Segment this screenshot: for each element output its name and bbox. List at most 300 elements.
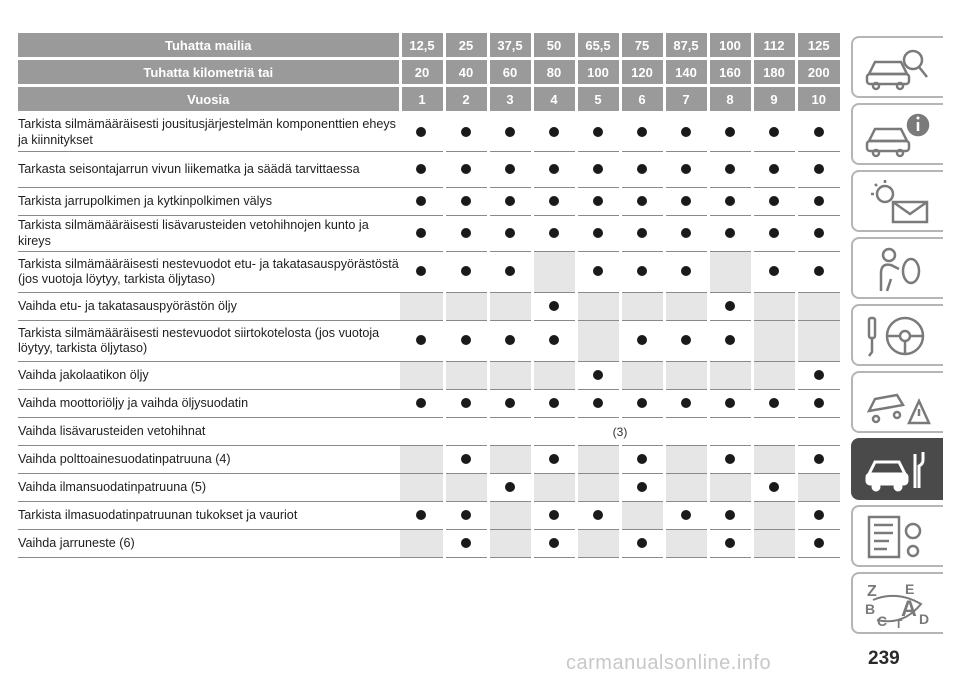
header-interval-value: 10 (796, 86, 840, 113)
header-interval-value: 50 (532, 33, 576, 59)
scheduled-dot-icon (769, 398, 779, 408)
scheduled-cell (532, 188, 576, 216)
scheduled-dot-icon (593, 127, 603, 137)
scheduled-cell (620, 152, 664, 188)
svg-text:T: T (895, 617, 903, 630)
header-interval-value: 40 (444, 59, 488, 86)
operation-label: Tarkista jarrupolkimen ja kytkinpolkimen välys (18, 188, 400, 216)
empty-cell (576, 446, 620, 474)
scheduled-dot-icon (461, 335, 471, 345)
svg-text:D: D (919, 611, 930, 627)
table-row (18, 252, 840, 293)
scheduled-cell (752, 390, 796, 418)
scheduled-cell (488, 252, 532, 293)
empty-cell (664, 362, 708, 390)
scheduled-cell (620, 321, 664, 362)
scheduled-cell (576, 152, 620, 188)
operation-label: Vaihda moottoriöljy ja vaihda öljysuodatin (18, 390, 400, 418)
svg-text:Z: Z (867, 583, 877, 600)
scheduled-cell (576, 390, 620, 418)
scheduled-cell (664, 188, 708, 216)
scheduled-dot-icon (769, 228, 779, 238)
scheduled-cell (796, 530, 840, 558)
scheduled-cell (708, 216, 752, 252)
header-interval-value: 2 (444, 86, 488, 113)
operation-label: Vaihda jarruneste (6) (18, 530, 400, 558)
empty-cell (576, 321, 620, 362)
scheduled-cell (444, 252, 488, 293)
scheduled-cell (752, 113, 796, 152)
header-interval-value: 80 (532, 59, 576, 86)
table-row (18, 390, 840, 418)
chapter-navigation (851, 36, 960, 639)
scheduled-cell (752, 474, 796, 502)
header-interval-value: 8 (708, 86, 752, 113)
empty-cell (532, 362, 576, 390)
header-interval-value: 160 (708, 59, 752, 86)
scheduled-cell (620, 113, 664, 152)
scheduled-cell (488, 188, 532, 216)
nav-tab[interactable] (851, 36, 943, 98)
scheduled-cell (620, 530, 664, 558)
scheduled-cell (576, 113, 620, 152)
scheduled-dot-icon (814, 398, 824, 408)
scheduled-dot-icon (593, 228, 603, 238)
scheduled-cell (620, 188, 664, 216)
scheduled-cell (708, 390, 752, 418)
empty-cell (708, 362, 752, 390)
scheduled-dot-icon (814, 266, 824, 276)
scheduled-cell (796, 188, 840, 216)
header-interval-value: 100 (576, 59, 620, 86)
scheduled-cell (708, 188, 752, 216)
scheduled-dot-icon (416, 398, 426, 408)
scheduled-dot-icon (637, 164, 647, 174)
scheduled-cell (532, 530, 576, 558)
scheduled-cell (532, 293, 576, 321)
scheduled-cell (444, 321, 488, 362)
scheduled-dot-icon (593, 266, 603, 276)
scheduled-cell (708, 293, 752, 321)
header-interval-value: 6 (620, 86, 664, 113)
scheduled-cell (664, 390, 708, 418)
scheduled-cell (532, 216, 576, 252)
scheduled-dot-icon (814, 228, 824, 238)
scheduled-dot-icon (549, 301, 559, 311)
scheduled-dot-icon (637, 398, 647, 408)
empty-cell (796, 293, 840, 321)
empty-cell (532, 252, 576, 293)
header-interval-value: 100 (708, 33, 752, 59)
scheduled-cell (488, 321, 532, 362)
scheduled-dot-icon (549, 127, 559, 137)
operation-label: Tarkista silmämääräisesti nestevuodot siirtokotelosta (jos vuotoja löytyy, tarkista öljytaso) (18, 321, 400, 362)
table-row (18, 418, 840, 446)
empty-cell (708, 252, 752, 293)
scheduled-dot-icon (461, 127, 471, 137)
empty-cell (664, 530, 708, 558)
scheduled-dot-icon (593, 164, 603, 174)
nav-tab[interactable] (851, 170, 943, 232)
header-interval-value: 65,5 (576, 33, 620, 59)
scheduled-dot-icon (725, 398, 735, 408)
scheduled-cell (488, 474, 532, 502)
maintenance-schedule-table (18, 33, 840, 558)
scheduled-dot-icon (461, 398, 471, 408)
nav-tab[interactable] (851, 304, 943, 366)
scheduled-dot-icon (549, 164, 559, 174)
scheduled-cell (576, 362, 620, 390)
empty-cell (488, 502, 532, 530)
header-interval-value: 87,5 (664, 33, 708, 59)
scheduled-dot-icon (505, 228, 515, 238)
header-interval-value: 37,5 (488, 33, 532, 59)
scheduled-cell (752, 216, 796, 252)
scheduled-cell (664, 252, 708, 293)
header-label: Tuhatta mailia (18, 33, 400, 59)
header-row (18, 33, 840, 59)
empty-cell (532, 474, 576, 502)
scheduled-cell (400, 216, 444, 252)
scheduled-cell (708, 446, 752, 474)
scheduled-dot-icon (769, 482, 779, 492)
scheduled-dot-icon (416, 266, 426, 276)
scheduled-dot-icon (593, 398, 603, 408)
scheduled-dot-icon (549, 454, 559, 464)
scheduled-cell (532, 390, 576, 418)
scheduled-dot-icon (461, 510, 471, 520)
operation-label: Tarkista ilmasuodatinpatruunan tukokset ja vauriot (18, 502, 400, 530)
scheduled-cell (752, 252, 796, 293)
scheduled-dot-icon (725, 301, 735, 311)
scheduled-dot-icon (461, 228, 471, 238)
scheduled-dot-icon (416, 228, 426, 238)
empty-cell (620, 502, 664, 530)
header-label: Tuhatta kilometriä tai (18, 59, 400, 86)
scheduled-dot-icon (549, 538, 559, 548)
empty-cell (752, 321, 796, 362)
scheduled-cell (400, 321, 444, 362)
scheduled-cell (796, 113, 840, 152)
scheduled-dot-icon (505, 398, 515, 408)
header-interval-value: 20 (400, 59, 444, 86)
scheduled-dot-icon (725, 538, 735, 548)
empty-cell (796, 321, 840, 362)
scheduled-dot-icon (416, 510, 426, 520)
scheduled-dot-icon (505, 266, 515, 276)
table-row (18, 113, 840, 152)
scheduled-cell (444, 446, 488, 474)
scheduled-cell (664, 502, 708, 530)
scheduled-dot-icon (461, 538, 471, 548)
svg-text:C: C (877, 613, 888, 629)
scheduled-dot-icon (814, 510, 824, 520)
scheduled-cell (796, 362, 840, 390)
header-interval-value: 120 (620, 59, 664, 86)
scheduled-dot-icon (461, 164, 471, 174)
scheduled-dot-icon (769, 266, 779, 276)
scheduled-cell (620, 252, 664, 293)
header-label: Vuosia (18, 86, 400, 113)
svg-text:B: B (865, 601, 876, 617)
scheduled-dot-icon (505, 482, 515, 492)
scheduled-dot-icon (637, 127, 647, 137)
scheduled-cell (488, 390, 532, 418)
header-row (18, 59, 840, 86)
empty-cell (400, 446, 444, 474)
scheduled-cell (708, 502, 752, 530)
scheduled-cell (708, 321, 752, 362)
scheduled-dot-icon (461, 196, 471, 206)
table-row (18, 216, 840, 252)
scheduled-cell (620, 216, 664, 252)
svg-text:A: A (901, 596, 917, 621)
scheduled-dot-icon (637, 482, 647, 492)
empty-cell (488, 446, 532, 474)
table-row (18, 188, 840, 216)
table-row (18, 530, 840, 558)
scheduled-cell (400, 188, 444, 216)
header-interval-value: 4 (532, 86, 576, 113)
scheduled-dot-icon (681, 335, 691, 345)
scheduled-dot-icon (505, 335, 515, 345)
nav-tab[interactable] (851, 103, 943, 165)
table-row (18, 446, 840, 474)
scheduled-cell (796, 502, 840, 530)
scheduled-dot-icon (725, 127, 735, 137)
empty-cell (796, 474, 840, 502)
scheduled-cell (400, 252, 444, 293)
header-row (18, 86, 840, 113)
header-interval-value: 7 (664, 86, 708, 113)
table-row (18, 321, 840, 362)
scheduled-cell (620, 390, 664, 418)
scheduled-dot-icon (549, 196, 559, 206)
empty-cell (400, 293, 444, 321)
scheduled-cell (444, 113, 488, 152)
scheduled-dot-icon (549, 510, 559, 520)
scheduled-cell (400, 152, 444, 188)
scheduled-cell (400, 390, 444, 418)
scheduled-dot-icon (681, 127, 691, 137)
scheduled-dot-icon (637, 228, 647, 238)
scheduled-dot-icon (814, 538, 824, 548)
scheduled-dot-icon (505, 196, 515, 206)
empty-cell (400, 530, 444, 558)
scheduled-cell (796, 252, 840, 293)
scheduled-cell (796, 446, 840, 474)
nav-tab[interactable] (851, 371, 943, 433)
header-interval-value: 200 (796, 59, 840, 86)
empty-cell (664, 293, 708, 321)
empty-cell (752, 362, 796, 390)
scheduled-dot-icon (681, 196, 691, 206)
scheduled-cell (444, 390, 488, 418)
header-interval-value: 5 (576, 86, 620, 113)
scheduled-cell (620, 446, 664, 474)
header-interval-value: 125 (796, 33, 840, 59)
scheduled-cell (752, 152, 796, 188)
operation-label: Vaihda lisävarusteiden vetohihnat (18, 418, 400, 446)
scheduled-cell (400, 113, 444, 152)
scheduled-dot-icon (725, 510, 735, 520)
empty-cell (708, 474, 752, 502)
scheduled-dot-icon (681, 228, 691, 238)
empty-cell (752, 502, 796, 530)
scheduled-dot-icon (505, 127, 515, 137)
table-row (18, 293, 840, 321)
header-interval-value: 180 (752, 59, 796, 86)
empty-cell (752, 293, 796, 321)
empty-cell (444, 474, 488, 502)
scheduled-dot-icon (814, 164, 824, 174)
nav-tab[interactable] (851, 237, 943, 299)
scheduled-cell (532, 502, 576, 530)
empty-cell (488, 362, 532, 390)
scheduled-dot-icon (769, 127, 779, 137)
empty-cell (664, 446, 708, 474)
scheduled-cell (708, 113, 752, 152)
nav-tab[interactable] (851, 505, 943, 567)
scheduled-dot-icon (549, 398, 559, 408)
header-interval-value: 12,5 (400, 33, 444, 59)
scheduled-dot-icon (681, 398, 691, 408)
scheduled-cell (532, 113, 576, 152)
scheduled-cell (796, 152, 840, 188)
scheduled-cell (620, 474, 664, 502)
scheduled-dot-icon (416, 335, 426, 345)
empty-cell (752, 530, 796, 558)
scheduled-cell (576, 188, 620, 216)
table-row (18, 152, 840, 188)
empty-cell (620, 293, 664, 321)
empty-cell (752, 446, 796, 474)
operation-label: Tarkista silmämääräisesti lisävarusteiden vetohihnojen kunto ja kireys (18, 216, 400, 252)
header-interval-value: 1 (400, 86, 444, 113)
nav-tab[interactable] (851, 572, 943, 634)
header-interval-value: 60 (488, 59, 532, 86)
header-interval-value: 140 (664, 59, 708, 86)
scheduled-dot-icon (416, 127, 426, 137)
scheduled-cell (444, 152, 488, 188)
empty-cell (576, 530, 620, 558)
scheduled-dot-icon (549, 228, 559, 238)
empty-cell (488, 530, 532, 558)
operation-label: Vaihda ilmansuodatinpatruuna (5) (18, 474, 400, 502)
scheduled-cell (664, 113, 708, 152)
operation-label: Vaihda jakolaatikon öljy (18, 362, 400, 390)
scheduled-dot-icon (681, 164, 691, 174)
scheduled-dot-icon (637, 538, 647, 548)
scheduled-dot-icon (725, 164, 735, 174)
scheduled-dot-icon (814, 454, 824, 464)
scheduled-dot-icon (681, 266, 691, 276)
scheduled-cell (796, 390, 840, 418)
scheduled-dot-icon (769, 196, 779, 206)
scheduled-cell (708, 152, 752, 188)
scheduled-dot-icon (637, 196, 647, 206)
scheduled-dot-icon (637, 454, 647, 464)
scheduled-dot-icon (725, 196, 735, 206)
scheduled-dot-icon (593, 196, 603, 206)
scheduled-dot-icon (637, 335, 647, 345)
empty-cell (576, 293, 620, 321)
empty-cell (400, 474, 444, 502)
scheduled-cell (532, 321, 576, 362)
scheduled-dot-icon (505, 164, 515, 174)
scheduled-cell (664, 152, 708, 188)
scheduled-dot-icon (814, 196, 824, 206)
operation-label: Vaihda polttoainesuodatinpatruuna (4) (18, 446, 400, 474)
empty-cell (444, 362, 488, 390)
empty-cell (488, 293, 532, 321)
scheduled-cell (576, 252, 620, 293)
operation-label: Tarkista silmämääräisesti nestevuodot etu- ja takatasauspyörästöstä (jos vuotoja löytyy, tarkista öljytaso) (18, 252, 400, 293)
scheduled-cell (708, 530, 752, 558)
scheduled-cell (488, 152, 532, 188)
scheduled-dot-icon (681, 510, 691, 520)
empty-cell (400, 362, 444, 390)
scheduled-dot-icon (549, 335, 559, 345)
scheduled-dot-icon (814, 127, 824, 137)
scheduled-cell (576, 216, 620, 252)
scheduled-cell (576, 502, 620, 530)
header-interval-value: 75 (620, 33, 664, 59)
empty-cell (620, 362, 664, 390)
operation-label: Tarkasta seisontajarrun vivun liikematka ja säädä tarvittaessa (18, 152, 400, 188)
scheduled-dot-icon (725, 335, 735, 345)
scheduled-dot-icon (593, 510, 603, 520)
scheduled-dot-icon (725, 228, 735, 238)
watermark: carmanualsonline.info (566, 652, 772, 674)
scheduled-cell (488, 216, 532, 252)
header-interval-value: 112 (752, 33, 796, 59)
scheduled-cell (752, 188, 796, 216)
scheduled-cell (444, 502, 488, 530)
scheduled-dot-icon (461, 266, 471, 276)
empty-cell (664, 474, 708, 502)
scheduled-dot-icon (769, 164, 779, 174)
scheduled-cell (444, 530, 488, 558)
scheduled-cell (444, 188, 488, 216)
scheduled-dot-icon (725, 454, 735, 464)
table-row (18, 474, 840, 502)
scheduled-dot-icon (814, 370, 824, 380)
table-row (18, 502, 840, 530)
empty-cell (576, 474, 620, 502)
operation-label: Tarkista silmämääräisesti jousitusjärjestelmän komponenttien eheys ja kiinnitykset (18, 113, 400, 152)
scheduled-cell (488, 113, 532, 152)
nav-tab[interactable] (851, 438, 943, 500)
empty-cell (444, 293, 488, 321)
scheduled-cell (444, 216, 488, 252)
scheduled-cell (796, 216, 840, 252)
svg-text:E: E (905, 581, 915, 597)
scheduled-cell (532, 446, 576, 474)
interval-note: (3) (400, 418, 840, 446)
header-interval-value: 3 (488, 86, 532, 113)
scheduled-cell (400, 502, 444, 530)
page-number: 239 (868, 648, 900, 669)
header-interval-value: 9 (752, 86, 796, 113)
scheduled-cell (664, 216, 708, 252)
scheduled-dot-icon (416, 196, 426, 206)
scheduled-cell (532, 152, 576, 188)
header-interval-value: 25 (444, 33, 488, 59)
scheduled-cell (664, 321, 708, 362)
operation-label: Vaihda etu- ja takatasauspyörästön öljy (18, 293, 400, 321)
scheduled-dot-icon (416, 164, 426, 174)
